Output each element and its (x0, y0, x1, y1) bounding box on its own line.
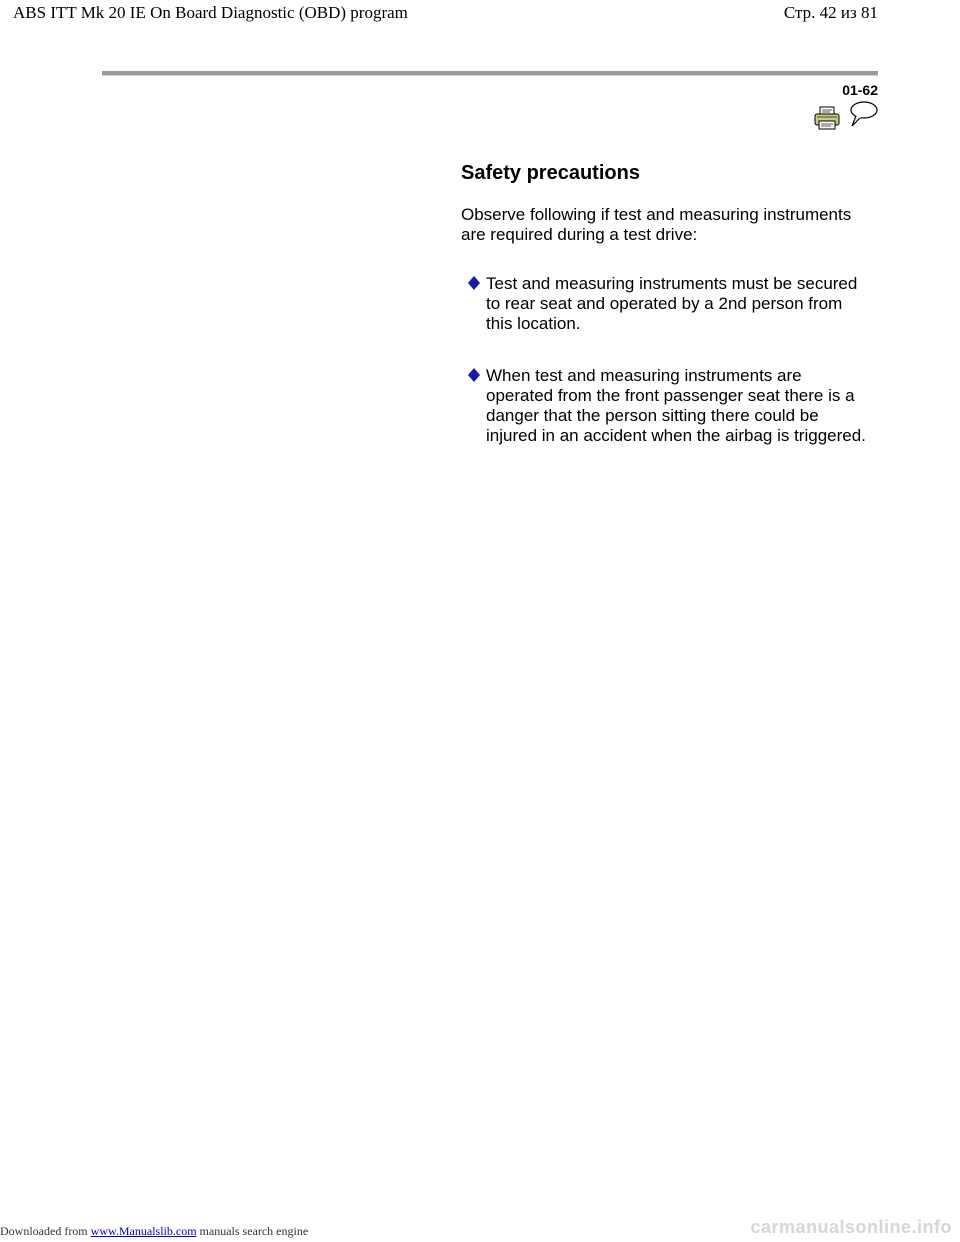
header-divider (102, 71, 878, 76)
page-code: 01-62 (842, 82, 878, 98)
download-footer (0, 1224, 308, 1239)
diamond-bullet-icon (467, 276, 481, 290)
section-title: Safety precautions (461, 162, 640, 184)
page-indicator: Стр. 42 из 81 (783, 3, 878, 22)
manualslib-link[interactable]: www.Manualslib.com (90, 1224, 197, 1238)
document-title: ABS ITT Mk 20 IE On Board Diagnostic (OBD) program (13, 3, 408, 22)
list-item-text: Test and measuring instruments must be secured to rear seat and operated by a 2nd person from this location. (486, 274, 858, 333)
toolbar (814, 100, 880, 130)
intro-paragraph: Observe following if test and measuring instruments are required during a test drive: (461, 205, 852, 244)
footer-prefix: Downloaded from (0, 1224, 88, 1238)
list-item (467, 274, 867, 334)
speech-bubble-icon[interactable] (848, 100, 878, 128)
printer-icon[interactable] (814, 106, 842, 130)
diamond-bullet-icon (467, 368, 481, 382)
list-item-text: When test and measuring instruments are operated from the front passenger seat there is a danger that the person sitting there could be injured in an accident when the airbag is triggered. (486, 366, 866, 445)
footer-suffix: manuals search engine (199, 1224, 309, 1238)
list-item (467, 366, 867, 446)
watermark: carmanualsonline.info (750, 1217, 952, 1237)
